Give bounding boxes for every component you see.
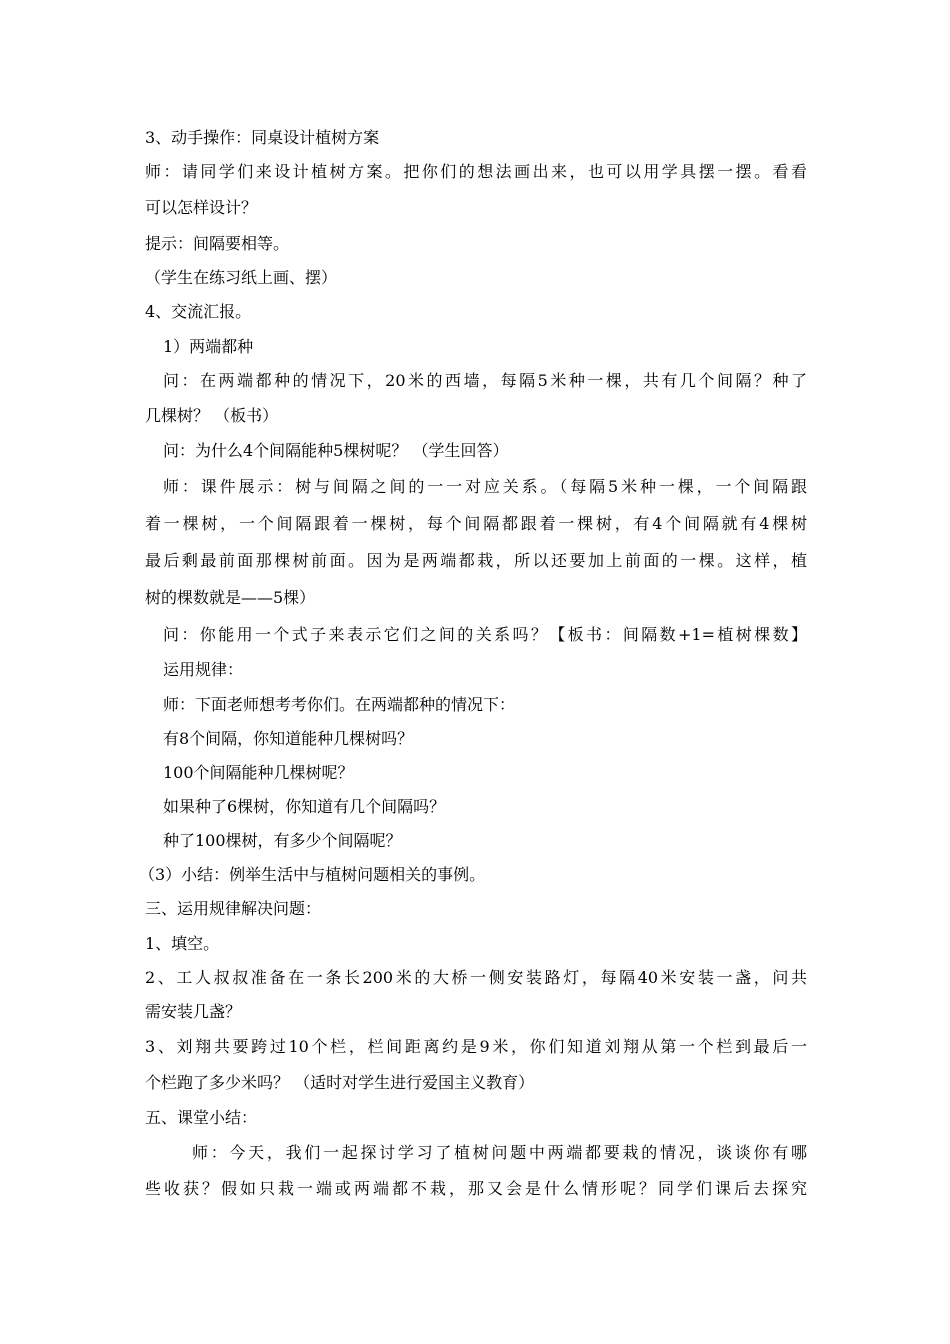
text-line: 如果种了6棵树，你知道有几个间隔吗？ — [163, 797, 446, 816]
text-line: 4、交流汇报。 — [145, 302, 252, 321]
text-line: 种了100棵树，有多少个间隔呢？ — [163, 831, 402, 850]
text-line: （学生在练习纸上画、摆） — [145, 268, 338, 287]
text-line: 1、填空。 — [145, 934, 220, 953]
text-line: 2、工人叔叔准备在一条长200米的大桥一侧安装路灯，每隔40米安装一盏，问共 — [145, 968, 807, 987]
text-line: 个栏跑了多少米吗？ （适时对学生进行爱国主义教育） — [145, 1073, 535, 1092]
text-line: 问：在两端都种的情况下，20米的西墙，每隔5米种一棵，共有几个间隔？种了 — [163, 371, 807, 390]
text-line: 师：下面老师想考考你们。在两端都种的情况下： — [163, 695, 516, 714]
text-line: 需安装几盏？ — [145, 1002, 242, 1021]
text-line: 提示：间隔要相等。 — [145, 234, 290, 253]
text-line: 3、刘翔共要跨过10个栏，栏间距离约是9米，你们知道刘翔从第一个栏到最后一 — [145, 1037, 807, 1056]
text-line: 三、运用规律解决问题： — [145, 899, 322, 918]
text-line: 几棵树？ （板书） — [145, 406, 279, 425]
text-line: 问：为什么4个间隔能种5棵树呢？ （学生回答） — [163, 441, 509, 460]
text-line: 1）两端都种 — [163, 337, 254, 356]
text-line: 可以怎样设计？ — [145, 198, 258, 217]
text-line: 五、课堂小结： — [145, 1108, 258, 1127]
text-line: 着一棵树，一个间隔跟着一棵树，每个间隔都跟着一棵树，有4个间隔就有4棵树 — [145, 514, 807, 533]
text-line: 最后剩最前面那棵树前面。因为是两端都栽，所以还要加上前面的一棵。这样，植 — [145, 551, 807, 570]
text-line: 师：请同学们来设计植树方案。把你们的想法画出来，也可以用学具摆一摆。看看 — [145, 162, 807, 181]
text-line: 师：课件展示：树与间隔之间的一一对应关系。（每隔5米种一棵，一个间隔跟 — [163, 477, 807, 496]
text-line: 树的棵数就是——5棵） — [145, 588, 316, 607]
text-line: （3）小结：例举生活中与植树问题相关的事例。 — [139, 865, 486, 884]
text-line: 些收获？假如只栽一端或两端都不栽，那又会是什么情形呢？同学们课后去探究 — [145, 1179, 807, 1198]
text-line: 有8个间隔，你知道能种几棵树吗？ — [163, 729, 414, 748]
text-line: 3、动手操作：同桌设计植树方案 — [145, 128, 380, 147]
text-line: 100个间隔能种几棵树呢？ — [163, 763, 354, 782]
text-line: 问：你能用一个式子来表示它们之间的关系吗？【板书：间隔数+1=植树棵数】 — [163, 625, 807, 644]
text-line: 师：今天，我们一起探讨学习了植树问题中两端都要栽的情况，谈谈你有哪 — [192, 1143, 807, 1162]
text-line: 运用规律： — [163, 660, 244, 679]
